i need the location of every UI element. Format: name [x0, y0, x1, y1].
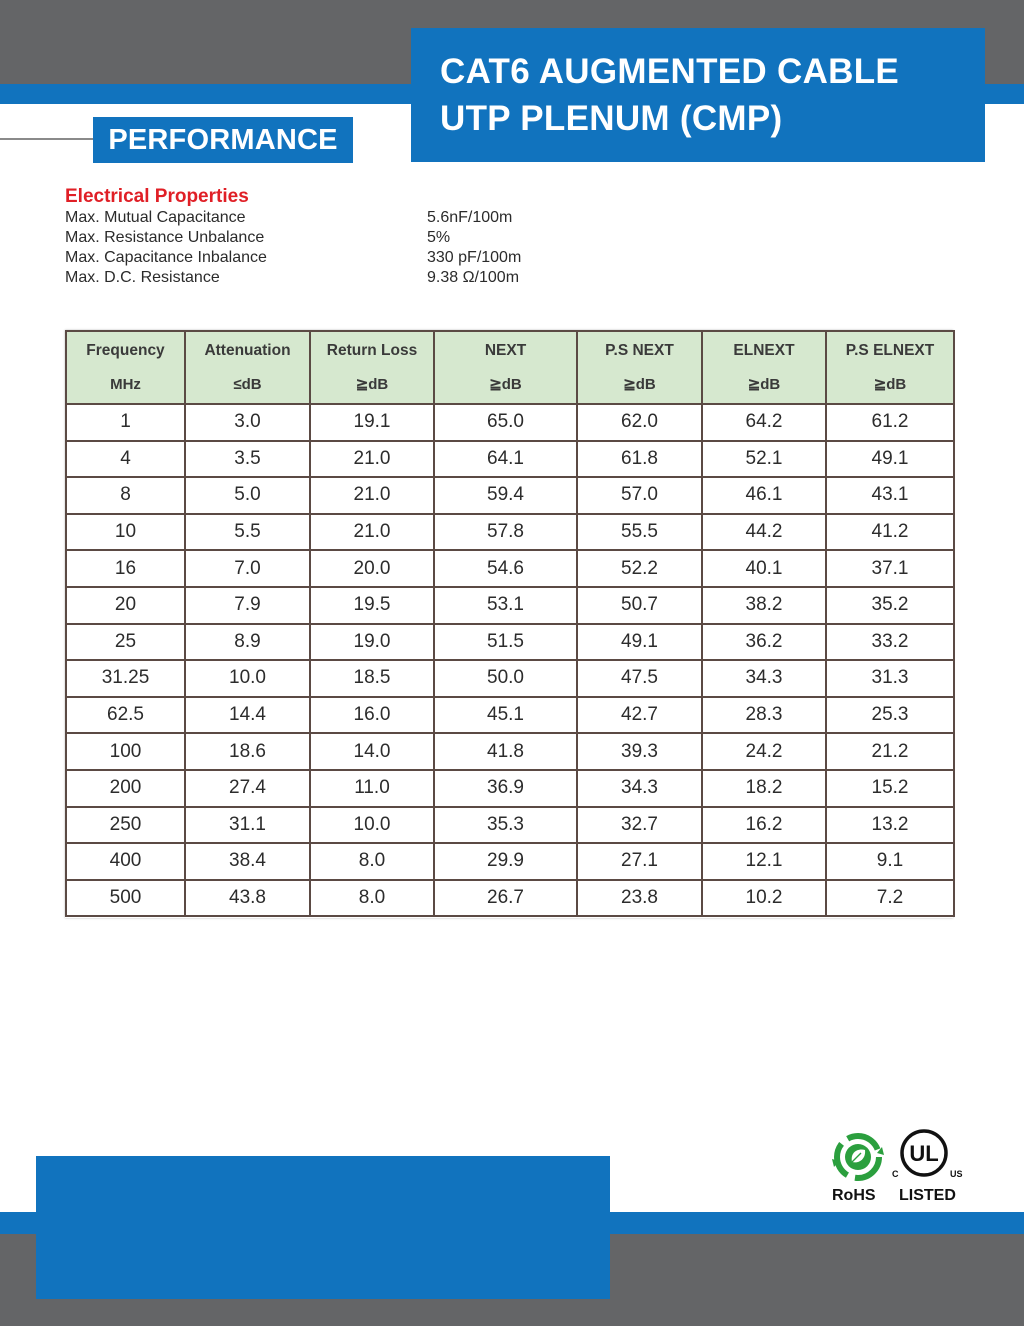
property-label: Max. Resistance Unbalance [65, 229, 265, 246]
table-cell: 19.0 [310, 624, 434, 661]
electrical-properties [65, 186, 585, 288]
column-header-unit: MHz [110, 376, 141, 393]
table-cell: 36.9 [434, 770, 577, 807]
table-cell: 46.1 [702, 477, 826, 514]
table-cell: 65.0 [434, 404, 577, 441]
table-cell: 18.5 [310, 660, 434, 697]
column-header-name: P.S ELNEXT [845, 342, 935, 359]
table-cell: 14.0 [310, 733, 434, 770]
table-cell: 53.1 [434, 587, 577, 624]
table-cell: 10.0 [185, 660, 310, 697]
table-cell: 62.5 [66, 697, 185, 734]
table-cell: 50.7 [577, 587, 702, 624]
column-header-unit: ≧dB [623, 376, 656, 393]
table-cell: 34.3 [702, 660, 826, 697]
table-row [66, 660, 954, 697]
column-header-unit: ≧dB [747, 376, 781, 393]
table-cell: 52.2 [577, 550, 702, 587]
table-cell: 64.2 [702, 404, 826, 441]
table-cell: 41.8 [434, 733, 577, 770]
table-cell: 31.1 [185, 807, 310, 844]
table-row [66, 697, 954, 734]
column-header [577, 331, 702, 404]
table-cell: 1 [66, 404, 185, 441]
table-cell: 8 [66, 477, 185, 514]
table-cell: 54.6 [434, 550, 577, 587]
property-value: 9.38 Ω/100m [427, 269, 520, 286]
table-cell: 19.5 [310, 587, 434, 624]
column-header-name: Frequency [86, 342, 165, 359]
table-cell: 10 [66, 514, 185, 551]
table-cell: 29.9 [434, 843, 577, 880]
table-cell: 51.5 [434, 624, 577, 661]
rohs-icon [832, 1136, 884, 1178]
property-label: Max. Capacitance Inbalance [65, 249, 267, 266]
table-cell: 400 [66, 843, 185, 880]
table-cell: 32.7 [577, 807, 702, 844]
table-row [66, 733, 954, 770]
table-row [66, 843, 954, 880]
table-cell: 5.5 [185, 514, 310, 551]
column-header-unit: ≧dB [355, 376, 389, 393]
table-cell: 28.3 [702, 697, 826, 734]
property-label: Max. D.C. Resistance [65, 269, 220, 286]
table-cell: 10.0 [310, 807, 434, 844]
column-header-unit: ≧dB [873, 376, 907, 393]
property-label: Max. Mutual Capacitance [65, 209, 246, 226]
property-row [65, 208, 585, 228]
table-cell: 62.0 [577, 404, 702, 441]
table-cell: 9.1 [826, 843, 954, 880]
table-cell: 10.2 [702, 880, 826, 917]
table-cell: 25.3 [826, 697, 954, 734]
table-row [66, 514, 954, 551]
table-cell: 12.1 [702, 843, 826, 880]
column-header-unit: ≤dB [233, 376, 262, 393]
table-cell: 36.2 [702, 624, 826, 661]
table-cell: 44.2 [702, 514, 826, 551]
table-cell: 14.4 [185, 697, 310, 734]
column-header-name: P.S NEXT [605, 342, 674, 359]
property-value: 330 pF/100m [427, 249, 522, 266]
table-cell: 61.8 [577, 441, 702, 478]
table-cell: 7.2 [826, 880, 954, 917]
table-cell: 41.2 [826, 514, 954, 551]
table-cell: 20 [66, 587, 185, 624]
section-divider-line [0, 138, 93, 140]
table-cell: 38.2 [702, 587, 826, 624]
table-cell: 42.7 [577, 697, 702, 734]
ul-icon [902, 1131, 946, 1175]
table-cell: 38.4 [185, 843, 310, 880]
column-header [185, 331, 310, 404]
table-row [66, 404, 954, 441]
table-row [66, 807, 954, 844]
table-cell: 21.2 [826, 733, 954, 770]
table-cell: 500 [66, 880, 185, 917]
table-cell: 7.0 [185, 550, 310, 587]
table-cell: 31.25 [66, 660, 185, 697]
table-cell: 3.5 [185, 441, 310, 478]
table-cell: 21.0 [310, 441, 434, 478]
table-cell: 8.9 [185, 624, 310, 661]
table-cell: 13.2 [826, 807, 954, 844]
table-cell: 47.5 [577, 660, 702, 697]
table-cell: 100 [66, 733, 185, 770]
table-cell: 49.1 [577, 624, 702, 661]
table-cell: 27.1 [577, 843, 702, 880]
column-header-name: ELNEXT [733, 342, 795, 359]
section-label: PERFORMANCE [93, 117, 353, 163]
table-cell: 37.1 [826, 550, 954, 587]
table-cell: 35.3 [434, 807, 577, 844]
table-cell: 26.7 [434, 880, 577, 917]
table-cell: 49.1 [826, 441, 954, 478]
electrical-properties-title: Electrical Properties [65, 186, 249, 207]
table-cell: 16.2 [702, 807, 826, 844]
table-cell: 8.0 [310, 880, 434, 917]
table-cell: 57.8 [434, 514, 577, 551]
table-cell: 50.0 [434, 660, 577, 697]
property-row [65, 228, 585, 248]
table-row [66, 441, 954, 478]
column-header [434, 331, 577, 404]
property-row [65, 248, 585, 268]
table-cell: 35.2 [826, 587, 954, 624]
table-header-row [66, 331, 954, 404]
table-cell: 57.0 [577, 477, 702, 514]
column-header-name: NEXT [484, 342, 527, 359]
properties-list [65, 208, 585, 288]
table-cell: 16 [66, 550, 185, 587]
table-cell: 25 [66, 624, 185, 661]
table-cell: 34.3 [577, 770, 702, 807]
column-header [702, 331, 826, 404]
table-cell: 15.2 [826, 770, 954, 807]
table-cell: 45.1 [434, 697, 577, 734]
table-row [66, 587, 954, 624]
table-cell: 250 [66, 807, 185, 844]
column-header [66, 331, 185, 404]
table-cell: 64.1 [434, 441, 577, 478]
table-cell: 18.2 [702, 770, 826, 807]
table-cell: 43.1 [826, 477, 954, 514]
table-cell: 16.0 [310, 697, 434, 734]
table-row [66, 477, 954, 514]
product-title-line1: CAT6 AUGMENTED CABLE [440, 52, 900, 91]
property-row [65, 268, 585, 288]
table-cell: 3.0 [185, 404, 310, 441]
table-cell: 24.2 [702, 733, 826, 770]
ul-listed-label: LISTED [899, 1187, 956, 1204]
performance-table-wrapper [65, 330, 953, 918]
table-cell: 27.4 [185, 770, 310, 807]
product-title-box [411, 28, 985, 162]
rohs-label: RoHS [832, 1187, 876, 1204]
bottom-blue-box [36, 1156, 610, 1299]
table-cell: 21.0 [310, 514, 434, 551]
table-cell: 43.8 [185, 880, 310, 917]
table-row [66, 550, 954, 587]
property-value: 5% [427, 229, 451, 246]
column-header-name: Attenuation [204, 342, 291, 359]
ul-us-mark: US [950, 1169, 963, 1179]
table-body [66, 404, 954, 916]
table-cell: 31.3 [826, 660, 954, 697]
table-cell: 19.1 [310, 404, 434, 441]
certification-logos [826, 1128, 972, 1206]
performance-table [65, 330, 955, 917]
table-cell: 40.1 [702, 550, 826, 587]
table-cell: 52.1 [702, 441, 826, 478]
table-cell: 59.4 [434, 477, 577, 514]
table-cell: 18.6 [185, 733, 310, 770]
property-value: 5.6nF/100m [427, 209, 513, 226]
table-cell: 21.0 [310, 477, 434, 514]
table-cell: 200 [66, 770, 185, 807]
rohs-ul-logo [826, 1128, 972, 1206]
table-cell: 4 [66, 441, 185, 478]
table-cell: 39.3 [577, 733, 702, 770]
table-cell: 5.0 [185, 477, 310, 514]
table-cell: 55.5 [577, 514, 702, 551]
column-header-unit: ≧dB [489, 376, 522, 393]
product-title-line2: UTP PLENUM (CMP) [440, 99, 783, 138]
column-header [826, 331, 954, 404]
ul-mark-text: UL [909, 1141, 939, 1166]
table-row [66, 880, 954, 917]
table-cell: 11.0 [310, 770, 434, 807]
table-row [66, 770, 954, 807]
table-cell: 8.0 [310, 843, 434, 880]
table-cell: 61.2 [826, 404, 954, 441]
table-cell: 23.8 [577, 880, 702, 917]
table-row [66, 624, 954, 661]
column-header-name: Return Loss [326, 342, 418, 359]
column-header [310, 331, 434, 404]
ul-c-mark: C [892, 1169, 899, 1179]
table-cell: 33.2 [826, 624, 954, 661]
table-cell: 7.9 [185, 587, 310, 624]
table-cell: 20.0 [310, 550, 434, 587]
